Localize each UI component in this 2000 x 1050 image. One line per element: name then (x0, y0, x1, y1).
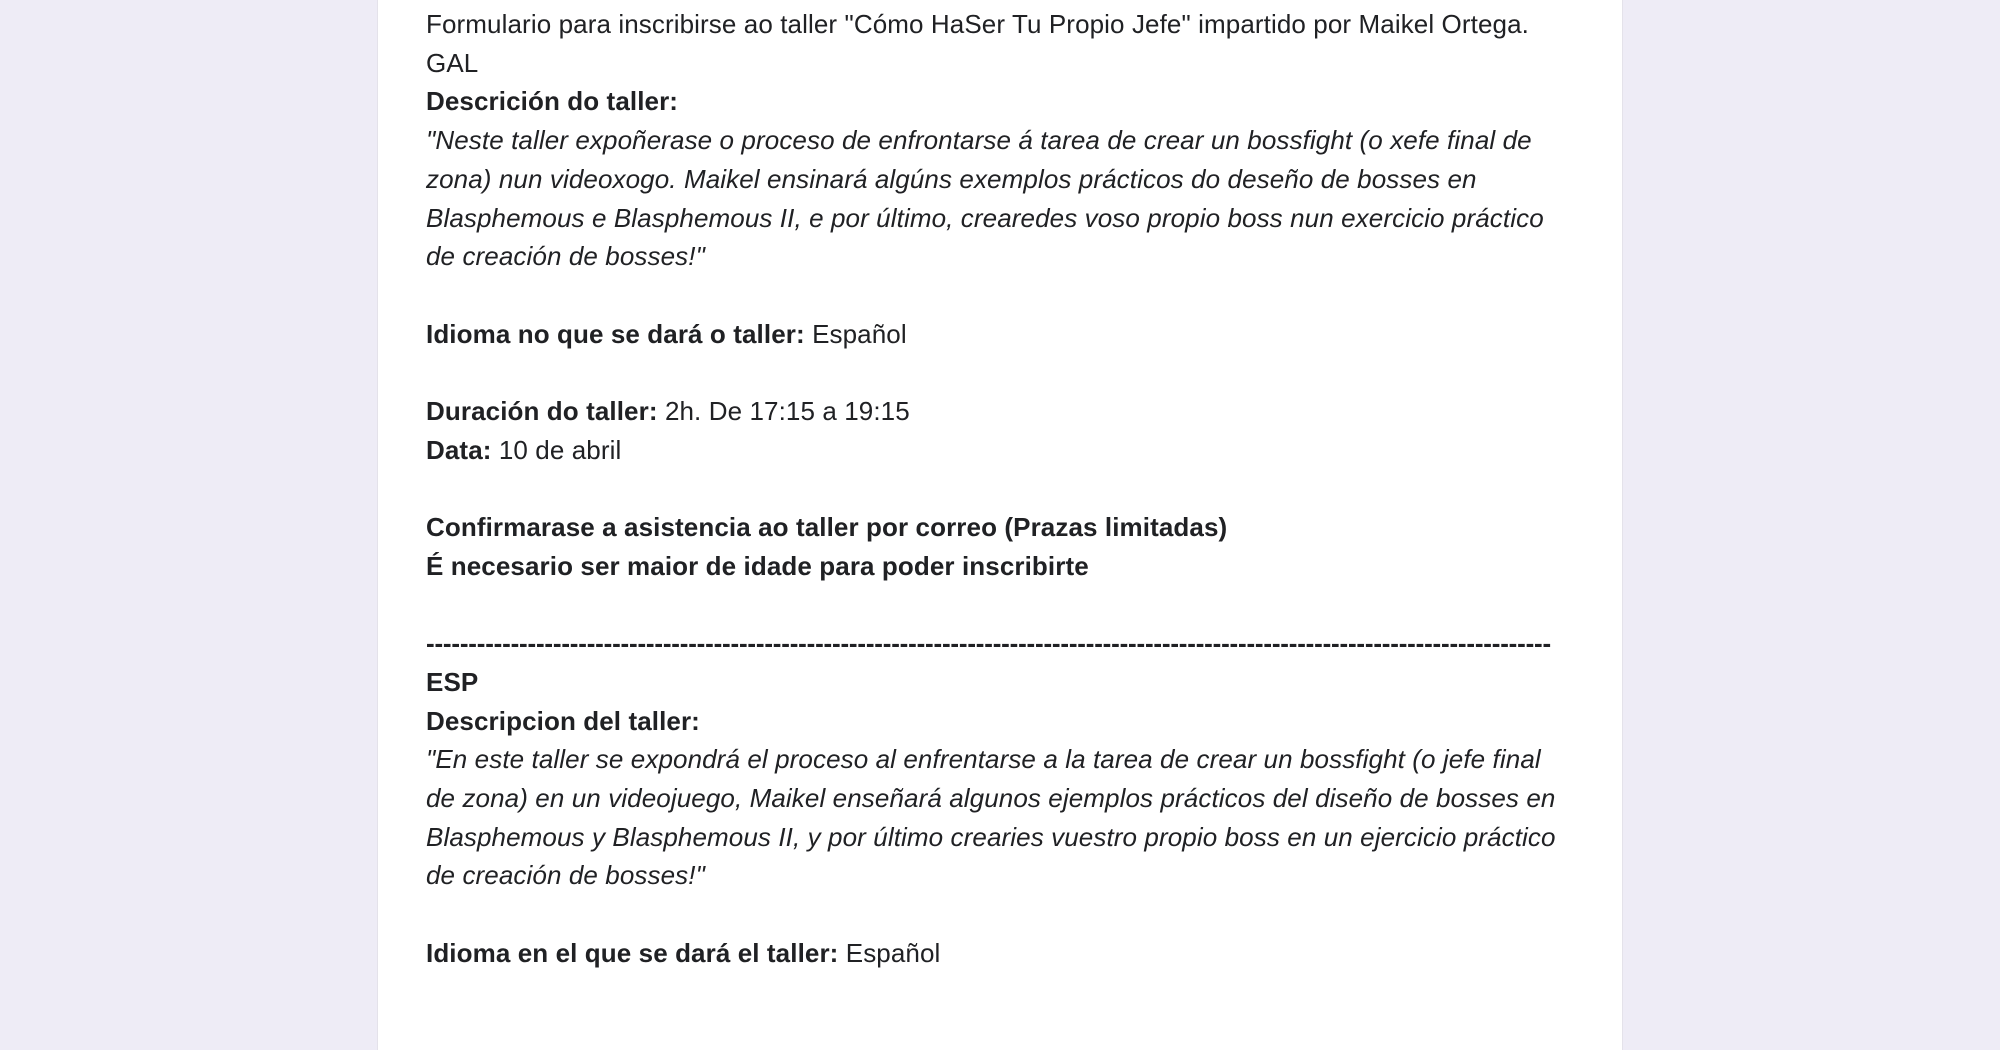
form-description (426, 5, 1576, 973)
esp-language-tag: ESP (426, 666, 479, 697)
gal-language-tag: GAL (426, 47, 479, 78)
gal-duration-value: 2h. De 17:15 a 19:15 (664, 396, 910, 426)
gal-duration-label: Duración do taller: (426, 396, 658, 426)
spacer (426, 276, 1576, 315)
gal-description-label: Descrición do taller: (426, 86, 679, 117)
esp-language-value: Español (845, 937, 941, 968)
spacer (426, 353, 1576, 392)
gal-description-text: "Neste taller expoñerase o proceso de enfrontarse á tarea de crear un bossfight (o xefe final de zona) nun videoxogo. Maikel ensinará algúns exemplos prácticos do deseño de bosses en Blasphemous e Blasphemous II, e por último, crearedes voso propio boss nun exercicio práctico de creación de bosses!" (426, 125, 1544, 272)
esp-description-label: Descripcion del taller: (426, 705, 700, 736)
section-separator: ------------------------------------------------------------------------------------------------------------------------------------- (426, 628, 1551, 659)
gal-date-label: Data: (426, 434, 492, 465)
form-description-card (377, 0, 1623, 1050)
gal-date-value: 10 de abril (498, 434, 622, 465)
gal-duration-row (426, 392, 1576, 431)
esp-language-label: Idioma en el que se dará el taller: (426, 937, 839, 968)
spacer (426, 469, 1576, 508)
esp-language-row (426, 934, 1576, 973)
gal-date-row (426, 431, 1576, 470)
spacer (426, 895, 1576, 934)
esp-description-text: "En este taller se expondrá el proceso al enfrentarse a la tarea de crear un bossfight (o jefe final de zona) en un videojuego, Maikel enseñará algunos ejemplos prácticos del diseño de bosses en Blasphemous y Blasphemous II, y por último crearies vuestro propio boss en un ejercicio práctico de creación de bosses!" (426, 744, 1556, 891)
gal-language-row (426, 315, 1576, 354)
spacer (426, 586, 1576, 625)
form-intro: Formulario para inscribirse ao taller "Cómo HaSer Tu Propio Jefe" impartido por Maikel Ortega. (426, 9, 1529, 39)
gal-language-value: Español (812, 318, 907, 349)
gal-age-note: É necesario ser maior de idade para poder inscribirte (426, 550, 1089, 581)
gal-language-label: Idioma no que se dará o taller: (426, 318, 805, 349)
gal-confirm-note: Confirmarase a asistencia ao taller por correo (Prazas limitadas) (426, 512, 1228, 543)
